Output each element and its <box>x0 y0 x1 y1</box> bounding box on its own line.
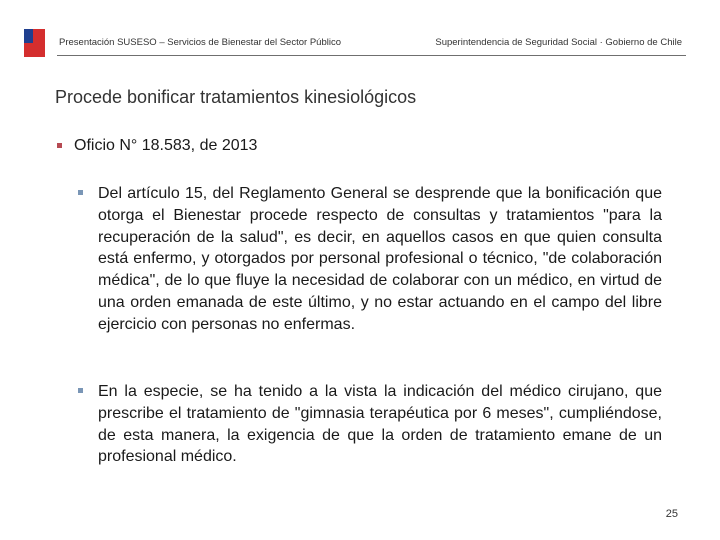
header-divider <box>57 55 686 56</box>
bullet-level1 <box>57 137 257 155</box>
square-bullet-icon <box>57 143 62 148</box>
header-organization: Superintendencia de Seguridad Social · Gobierno de Chile <box>435 37 682 48</box>
slide-title: Procede bonificar tratamientos kinesiológicos <box>55 87 417 107</box>
page-number: 25 <box>665 508 678 520</box>
bullet-level2-paragraph-1 <box>78 183 662 336</box>
paragraph-1-text: Del artículo 15, del Reglamento General se desprende que la bonificación que otorga el Bienestar procede respecto de consultas y tratamientos "para la recuperación de la salud", es decir, en aquellos casos en que quien consulta está enfermo, y otorgados por personal profesional o técnico, "de colaboración médica", de lo que fluye la necesidad de colaborar con un médico, en virtud de una orden emanada de este último, y no estar actuando en el campo del libre ejercicio con personas no enfermas. <box>98 185 662 333</box>
logo-red-bottom-block <box>24 43 45 57</box>
paragraph-2-text: En la especie, se ha tenido a la vista la indicación del médico cirujano, que prescribe el tratamiento de "gimnasia terapéutica por 6 meses", cumpliéndose, de esta manera, la exigencia de que la orden de tratamiento emane de un profesional médico. <box>98 383 662 466</box>
bullet-level1-text: Oficio N° 18.583, de 2013 <box>74 137 258 154</box>
square-bullet-icon <box>78 190 83 195</box>
square-bullet-icon <box>78 388 83 393</box>
header-presentation-title: Presentación SUSESO – Servicios de Bienestar del Sector Público <box>59 37 341 48</box>
bullet-level2-paragraph-2 <box>78 381 662 468</box>
government-logo <box>24 29 45 57</box>
logo-red-top-block <box>33 29 45 43</box>
logo-blue-block <box>24 29 33 43</box>
